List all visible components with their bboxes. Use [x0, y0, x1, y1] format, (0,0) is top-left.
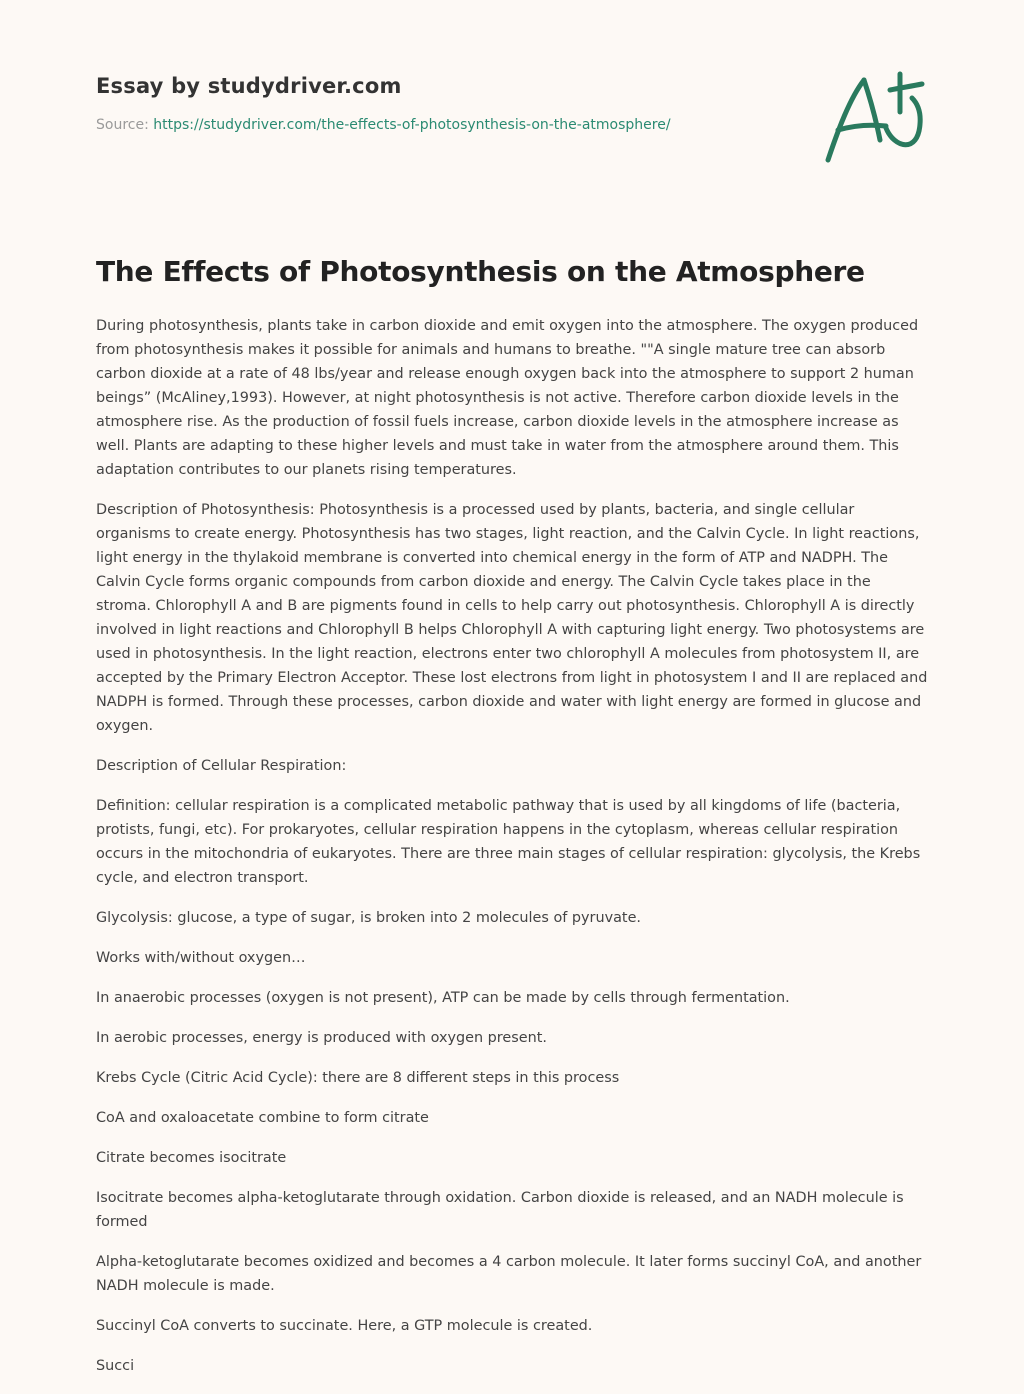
paragraph: Succi: [96, 1358, 135, 1374]
essay-title: The Effects of Photosynthesis on the Atmosphere: [96, 255, 865, 288]
a-plus-logo-icon: [820, 68, 930, 164]
paragraph: Works with/without oxygen…: [96, 950, 306, 966]
paragraph: During photosynthesis, plants take in carbon dioxide and emit oxygen into the atmosphere. The oxygen produced from photosynthesis makes it possible for animals and humans to breathe. ""A single mature tree can absorb carbon dioxide at a rate of 48 lbs/year and release enough oxygen back into the atmosphere to support 2 human beings” (McAliney,1993). However, at night photosynthesis is not active. Therefore carbon dioxide levels in the atmosphere rise. As the production of fossil fuels increase, carbon dioxide levels in the atmosphere increase as well. Plants are adapting to these higher levels and must take in water from the atmosphere around them. This adaptation contributes to our planets rising temperatures.: [96, 318, 919, 478]
essay-body: [96, 314, 930, 1394]
paragraph: Succinyl CoA converts to succinate. Here, a GTP molecule is created.: [96, 1318, 593, 1334]
essay-header: [96, 74, 856, 133]
source-label: Source:: [96, 117, 149, 133]
source-line: [96, 117, 856, 133]
paragraph: Description of Cellular Respiration:: [96, 758, 347, 774]
paragraph: Glycolysis: glucose, a type of sugar, is broken into 2 molecules of pyruvate.: [96, 910, 641, 926]
paragraph: Krebs Cycle (Citric Acid Cycle): there are 8 different steps in this process: [96, 1070, 620, 1086]
brand-title: Essay by studydriver.com: [96, 74, 402, 98]
paragraph: In anaerobic processes (oxygen is not present), ATP can be made by cells through fermentation.: [96, 990, 790, 1006]
paragraph: Alpha-ketoglutarate becomes oxidized and becomes a 4 carbon molecule. It later forms succinyl CoA, and another NADH molecule is made.: [96, 1254, 922, 1294]
paragraph: Definition: cellular respiration is a complicated metabolic pathway that is used by all kingdoms of life (bacteria, protists, fungi, etc). For prokaryotes, cellular respiration happens in the cytoplasm, whereas cellular respiration occurs in the mitochondria of eukaryotes. There are three main stages of cellular respiration: glycolysis, the Krebs cycle, and electron transport.: [96, 798, 921, 886]
paragraph: Isocitrate becomes alpha-ketoglutarate through oxidation. Carbon dioxide is released, and an NADH molecule is formed: [96, 1190, 904, 1230]
paragraph: In aerobic processes, energy is produced with oxygen present.: [96, 1030, 547, 1046]
source-link[interactable]: https://studydriver.com/the-effects-of-photosynthesis-on-the-atmosphere/: [153, 117, 671, 133]
paragraph: Description of Photosynthesis: Photosynthesis is a processed used by plants, bacteria, and single cellular organisms to create energy. Photosynthesis has two stages, light reaction, and the Calvin Cycle. In light reactions, light energy in the thylakoid membrane is converted into chemical energy in the form of ATP and NADPH. The Calvin Cycle forms organic compounds from carbon dioxide and energy. The Calvin Cycle takes place in the stroma. Chlorophyll A and B are pigments found in cells to help carry out photosynthesis. Chlorophyll A is directly involved in light reactions and Chlorophyll B helps Chlorophyll A with capturing light energy. Two photosystems are used in photosynthesis. In the light reaction, electrons enter two chlorophyll A molecules from photosystem II, are accepted by the Primary Electron Acceptor. These lost electrons from light in photosystem I and II are replaced and NADPH is formed. Through these processes, carbon dioxide and water with light energy are formed in glucose and oxygen.: [96, 502, 928, 734]
paragraph: Citrate becomes isocitrate: [96, 1150, 287, 1166]
paragraph: CoA and oxaloacetate combine to form citrate: [96, 1110, 429, 1126]
